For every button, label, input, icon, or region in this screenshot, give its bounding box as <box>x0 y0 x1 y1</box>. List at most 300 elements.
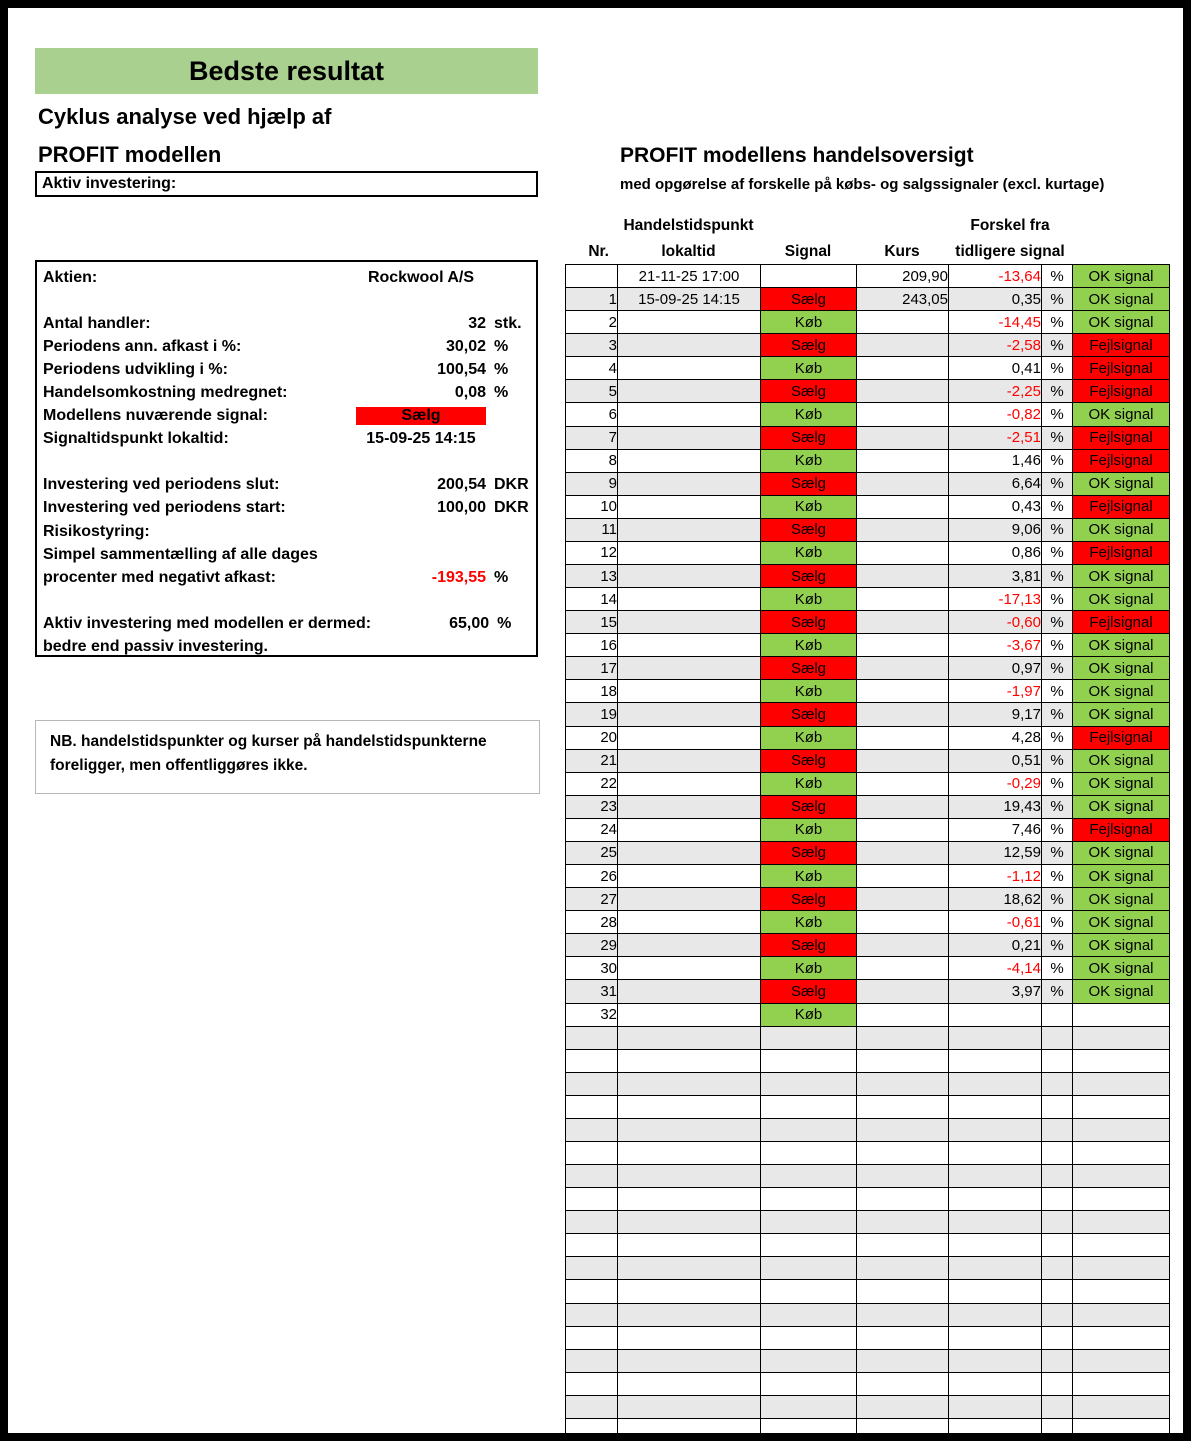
kurs-cell <box>857 1326 949 1349</box>
time-cell: 21-11-25 17:00 <box>618 265 761 288</box>
time-cell <box>618 888 761 911</box>
table-row <box>566 865 1170 888</box>
kurs-cell <box>857 588 949 611</box>
stat-row <box>43 266 528 289</box>
stat-row <box>43 312 528 335</box>
status-cell: OK signal <box>1073 518 1170 541</box>
table-row <box>566 1372 1170 1395</box>
signal-cell: Sælg <box>761 703 857 726</box>
stat-row <box>43 612 528 635</box>
status-cell: Fejlsignal <box>1073 449 1170 472</box>
stat-label: Aktiv investering med modellen er dermed: <box>43 614 372 632</box>
status-cell <box>1073 1303 1170 1326</box>
signal-cell <box>761 1026 857 1049</box>
status-cell <box>1073 1095 1170 1118</box>
nr-cell <box>566 1326 618 1349</box>
stat-value: Sælg <box>356 407 486 425</box>
nr-cell: 17 <box>566 657 618 680</box>
table-row <box>566 449 1170 472</box>
signal-cell: Køb <box>761 1003 857 1026</box>
status-cell <box>1073 1049 1170 1072</box>
percent-cell: % <box>1042 841 1073 864</box>
table-row <box>566 1395 1170 1418</box>
header-group-row <box>565 211 1169 237</box>
signal-cell: Sælg <box>761 657 857 680</box>
percent-cell: % <box>1042 888 1073 911</box>
signal-cell <box>761 1165 857 1188</box>
status-cell: OK signal <box>1073 888 1170 911</box>
diff-cell: 3,97 <box>949 980 1042 1003</box>
signal-cell <box>761 1349 857 1372</box>
table-row <box>566 1049 1170 1072</box>
nr-cell: 19 <box>566 703 618 726</box>
table-row <box>566 1234 1170 1257</box>
time-cell <box>618 1165 761 1188</box>
table-row <box>566 749 1170 772</box>
table-row <box>566 680 1170 703</box>
diff-cell: 0,41 <box>949 357 1042 380</box>
table-row <box>566 380 1170 403</box>
model-stats-box <box>35 260 538 657</box>
nr-cell: 2 <box>566 311 618 334</box>
time-cell <box>618 657 761 680</box>
status-cell <box>1073 1395 1170 1418</box>
time-cell <box>618 865 761 888</box>
percent-cell <box>1042 1418 1073 1441</box>
signal-cell: Køb <box>761 911 857 934</box>
diff-cell: 0,21 <box>949 934 1042 957</box>
time-cell <box>618 1418 761 1441</box>
nr-cell: 7 <box>566 426 618 449</box>
status-cell: Fejlsignal <box>1073 495 1170 518</box>
stat-value: 100,54 <box>437 360 486 378</box>
percent-cell: % <box>1042 680 1073 703</box>
signal-cell <box>761 1211 857 1234</box>
diff-cell <box>949 1349 1042 1372</box>
stat-unit: % <box>494 568 509 586</box>
kurs-cell <box>857 565 949 588</box>
best-result-banner-text: Bedste resultat <box>188 55 385 86</box>
stat-row <box>43 381 528 404</box>
stat-label: Handelsomkostning medregnet: <box>43 384 288 402</box>
kurs-cell <box>857 357 949 380</box>
diff-cell: -1,12 <box>949 865 1042 888</box>
nr-cell <box>566 1118 618 1141</box>
nr-cell <box>566 1072 618 1095</box>
table-row <box>566 1003 1170 1026</box>
signal-cell: Sælg <box>761 565 857 588</box>
signal-cell: Køb <box>761 588 857 611</box>
diff-cell: -14,45 <box>949 311 1042 334</box>
signal-cell: Sælg <box>761 795 857 818</box>
kurs-cell <box>857 1095 949 1118</box>
diff-cell: 19,43 <box>949 795 1042 818</box>
nr-cell: 6 <box>566 403 618 426</box>
stat-label: procenter med negativt afkast: <box>43 568 276 586</box>
nr-cell: 24 <box>566 818 618 841</box>
stat-label: Periodens udvikling i %: <box>43 360 228 378</box>
diff-cell <box>949 1118 1042 1141</box>
status-cell <box>1073 1326 1170 1349</box>
percent-cell: % <box>1042 311 1073 334</box>
time-cell <box>618 1372 761 1395</box>
table-row <box>566 703 1170 726</box>
kurs-cell <box>857 726 949 749</box>
signal-cell: Sælg <box>761 841 857 864</box>
status-cell: OK signal <box>1073 472 1170 495</box>
kurs-cell <box>857 1211 949 1234</box>
table-row <box>566 541 1170 564</box>
nr-cell: 29 <box>566 934 618 957</box>
kurs-cell <box>857 1395 949 1418</box>
status-cell <box>1073 1118 1170 1141</box>
stat-row <box>43 358 528 381</box>
time-cell <box>618 1026 761 1049</box>
kurs-cell <box>857 911 949 934</box>
percent-cell <box>1042 1349 1073 1372</box>
stat-unit: % <box>494 384 509 402</box>
signal-cell: Køb <box>761 403 857 426</box>
status-cell: OK signal <box>1073 680 1170 703</box>
kurs-cell <box>857 1280 949 1303</box>
status-cell: Fejlsignal <box>1073 357 1170 380</box>
table-row <box>566 1026 1170 1049</box>
table-row <box>566 726 1170 749</box>
diff-cell <box>949 1395 1042 1418</box>
time-cell <box>618 1003 761 1026</box>
kurs-cell <box>857 1188 949 1211</box>
nr-cell <box>566 1303 618 1326</box>
percent-cell: % <box>1042 380 1073 403</box>
percent-cell: % <box>1042 795 1073 818</box>
percent-cell <box>1042 1395 1073 1418</box>
kurs-cell <box>857 1372 949 1395</box>
signal-cell: Sælg <box>761 518 857 541</box>
percent-cell <box>1042 1257 1073 1280</box>
diff-cell: 9,06 <box>949 518 1042 541</box>
stat-label: Aktien: <box>43 268 98 286</box>
time-cell <box>618 495 761 518</box>
percent-cell <box>1042 1165 1073 1188</box>
signal-cell <box>761 1072 857 1095</box>
kurs-cell <box>857 657 949 680</box>
diff-cell: 7,46 <box>949 818 1042 841</box>
diff-cell: -3,67 <box>949 634 1042 657</box>
signal-cell <box>761 1188 857 1211</box>
time-cell <box>618 1118 761 1141</box>
signal-cell <box>761 1049 857 1072</box>
kurs-cell <box>857 518 949 541</box>
time-cell <box>618 1280 761 1303</box>
kurs-cell <box>857 1003 949 1026</box>
nr-cell <box>566 1257 618 1280</box>
percent-cell <box>1042 1372 1073 1395</box>
diff-cell: -2,25 <box>949 380 1042 403</box>
status-cell <box>1073 1026 1170 1049</box>
signal-cell: Køb <box>761 311 857 334</box>
status-cell: OK signal <box>1073 980 1170 1003</box>
kurs-cell <box>857 980 949 1003</box>
kurs-cell <box>857 957 949 980</box>
kurs-cell <box>857 865 949 888</box>
percent-cell: % <box>1042 657 1073 680</box>
nr-cell: 27 <box>566 888 618 911</box>
stat-value: 200,54 <box>437 476 486 494</box>
signal-cell: Køb <box>761 865 857 888</box>
nr-cell <box>566 1095 618 1118</box>
time-cell <box>618 311 761 334</box>
status-cell: Fejlsignal <box>1073 541 1170 564</box>
percent-cell: % <box>1042 265 1073 288</box>
percent-cell: % <box>1042 588 1073 611</box>
status-cell <box>1073 1165 1170 1188</box>
stat-value: 65,00 <box>449 614 490 632</box>
kurs-cell <box>857 1303 949 1326</box>
kurs-cell <box>857 1349 949 1372</box>
percent-cell: % <box>1042 541 1073 564</box>
diff-cell: -0,29 <box>949 772 1042 795</box>
status-cell: OK signal <box>1073 565 1170 588</box>
table-row <box>566 1165 1170 1188</box>
status-cell <box>1073 1418 1170 1441</box>
time-cell <box>618 1349 761 1372</box>
stat-label: Signaltidspunkt lokaltid: <box>43 430 229 448</box>
time-cell <box>618 680 761 703</box>
signal-cell <box>761 265 857 288</box>
status-cell: Fejlsignal <box>1073 380 1170 403</box>
time-cell <box>618 403 761 426</box>
percent-cell: % <box>1042 334 1073 357</box>
status-cell <box>1073 1280 1170 1303</box>
nr-cell: 25 <box>566 841 618 864</box>
percent-cell <box>1042 1095 1073 1118</box>
status-cell <box>1073 1188 1170 1211</box>
signal-cell: Sælg <box>761 611 857 634</box>
kurs-cell <box>857 1257 949 1280</box>
diff-cell <box>949 1303 1042 1326</box>
status-cell: OK signal <box>1073 749 1170 772</box>
nr-cell: 15 <box>566 611 618 634</box>
signal-cell: Sælg <box>761 472 857 495</box>
time-cell <box>618 472 761 495</box>
kurs-cell <box>857 680 949 703</box>
stat-row <box>43 566 528 589</box>
percent-cell <box>1042 1049 1073 1072</box>
table-row <box>566 1211 1170 1234</box>
table-row <box>566 911 1170 934</box>
stat-unit: stk. <box>494 314 522 332</box>
status-cell: OK signal <box>1073 911 1170 934</box>
diff-cell: -2,51 <box>949 426 1042 449</box>
stat-unit: DKR <box>494 499 529 517</box>
time-cell <box>618 980 761 1003</box>
status-cell: OK signal <box>1073 795 1170 818</box>
header-tidligere-signal: tidligere signal <box>955 243 1065 260</box>
percent-cell: % <box>1042 818 1073 841</box>
header-handelstidspunkt: Handelstidspunkt <box>623 217 754 234</box>
table-row <box>566 1257 1170 1280</box>
time-cell <box>618 588 761 611</box>
table-row <box>566 1188 1170 1211</box>
stat-row <box>43 520 528 543</box>
kurs-cell <box>857 611 949 634</box>
diff-cell: 0,35 <box>949 288 1042 311</box>
stat-label: Investering ved periodens start: <box>43 499 286 517</box>
header-nr: Nr. <box>588 243 609 260</box>
percent-cell: % <box>1042 634 1073 657</box>
time-cell <box>618 634 761 657</box>
nr-cell <box>566 265 618 288</box>
kurs-cell <box>857 818 949 841</box>
table-row <box>566 588 1170 611</box>
status-cell: Fejlsignal <box>1073 334 1170 357</box>
diff-cell: 4,28 <box>949 726 1042 749</box>
diff-cell <box>949 1372 1042 1395</box>
percent-cell <box>1042 1188 1073 1211</box>
percent-cell: % <box>1042 426 1073 449</box>
kurs-cell <box>857 841 949 864</box>
percent-cell: % <box>1042 934 1073 957</box>
nr-cell: 9 <box>566 472 618 495</box>
diff-cell <box>949 1257 1042 1280</box>
status-cell: OK signal <box>1073 288 1170 311</box>
nr-cell: 13 <box>566 565 618 588</box>
percent-cell: % <box>1042 726 1073 749</box>
time-cell <box>618 1188 761 1211</box>
kurs-cell <box>857 1165 949 1188</box>
percent-cell: % <box>1042 518 1073 541</box>
stat-value: -193,55 <box>431 568 486 586</box>
kurs-cell <box>857 1026 949 1049</box>
kurs-cell <box>857 380 949 403</box>
nr-cell: 10 <box>566 495 618 518</box>
kurs-cell <box>857 403 949 426</box>
time-cell <box>618 795 761 818</box>
percent-cell: % <box>1042 288 1073 311</box>
percent-cell <box>1042 1326 1073 1349</box>
nr-cell: 1 <box>566 288 618 311</box>
signal-cell: Køb <box>761 957 857 980</box>
percent-cell: % <box>1042 565 1073 588</box>
diff-cell <box>949 1095 1042 1118</box>
table-row <box>566 518 1170 541</box>
status-cell: Fejlsignal <box>1073 611 1170 634</box>
header-signal: Signal <box>784 243 832 260</box>
diff-cell <box>949 1003 1042 1026</box>
time-cell <box>618 334 761 357</box>
diff-cell: 9,17 <box>949 703 1042 726</box>
table-row <box>566 357 1170 380</box>
percent-cell <box>1042 1211 1073 1234</box>
status-cell: OK signal <box>1073 865 1170 888</box>
diff-cell: -0,60 <box>949 611 1042 634</box>
trades-subtitle: med opgørelse af forskelle på købs- og salgssignaler (excl. kurtage) <box>620 176 1105 193</box>
table-row <box>566 1141 1170 1164</box>
stat-row <box>43 474 528 497</box>
table-row <box>566 1118 1170 1141</box>
diff-cell: 6,64 <box>949 472 1042 495</box>
time-cell: 15-09-25 14:15 <box>618 288 761 311</box>
signal-cell: Sælg <box>761 980 857 1003</box>
header-forskel-fra: Forskel fra <box>970 217 1050 234</box>
signal-cell: Sælg <box>761 749 857 772</box>
time-cell <box>618 1095 761 1118</box>
table-row <box>566 495 1170 518</box>
table-row <box>566 403 1170 426</box>
best-result-banner <box>35 48 538 94</box>
stat-unit: DKR <box>494 476 529 494</box>
kurs-cell <box>857 311 949 334</box>
nr-cell <box>566 1026 618 1049</box>
diff-cell <box>949 1072 1042 1095</box>
time-cell <box>618 726 761 749</box>
trades-title: PROFIT modellens handelsoversigt <box>620 144 974 167</box>
nr-cell <box>566 1165 618 1188</box>
stat-unit: % <box>494 360 509 378</box>
percent-cell <box>1042 1280 1073 1303</box>
percent-cell <box>1042 1234 1073 1257</box>
stat-row <box>43 589 528 612</box>
status-cell <box>1073 1257 1170 1280</box>
signal-cell: Sælg <box>761 334 857 357</box>
status-cell: OK signal <box>1073 703 1170 726</box>
nr-cell: 26 <box>566 865 618 888</box>
diff-cell: 12,59 <box>949 841 1042 864</box>
percent-cell: % <box>1042 403 1073 426</box>
stat-label: bedre end passiv investering. <box>43 638 268 656</box>
kurs-cell <box>857 772 949 795</box>
status-cell: OK signal <box>1073 841 1170 864</box>
time-cell <box>618 1072 761 1095</box>
stat-row <box>43 636 528 659</box>
percent-cell: % <box>1042 980 1073 1003</box>
nr-cell: 18 <box>566 680 618 703</box>
percent-cell: % <box>1042 957 1073 980</box>
stat-row <box>43 497 528 520</box>
time-cell <box>618 1234 761 1257</box>
time-cell <box>618 518 761 541</box>
signal-cell <box>761 1395 857 1418</box>
signal-cell <box>761 1303 857 1326</box>
table-row <box>566 611 1170 634</box>
signal-cell: Sælg <box>761 888 857 911</box>
kurs-cell <box>857 495 949 518</box>
header-kurs: Kurs <box>884 243 920 260</box>
stat-label: Modellens nuværende signal: <box>43 407 268 425</box>
diff-cell: -2,58 <box>949 334 1042 357</box>
kurs-cell <box>857 1418 949 1441</box>
percent-cell: % <box>1042 495 1073 518</box>
time-cell <box>618 749 761 772</box>
kurs-cell <box>857 888 949 911</box>
nr-cell: 8 <box>566 449 618 472</box>
table-row <box>566 934 1170 957</box>
percent-cell <box>1042 1141 1073 1164</box>
time-cell <box>618 841 761 864</box>
percent-cell: % <box>1042 749 1073 772</box>
status-cell <box>1073 1349 1170 1372</box>
diff-cell: 18,62 <box>949 888 1042 911</box>
percent-cell: % <box>1042 472 1073 495</box>
signal-cell: Sælg <box>761 380 857 403</box>
nr-cell: 20 <box>566 726 618 749</box>
table-row <box>566 1349 1170 1372</box>
nr-cell: 28 <box>566 911 618 934</box>
kurs-cell: 209,90 <box>857 265 949 288</box>
percent-cell: % <box>1042 703 1073 726</box>
stat-value: 0,08 <box>454 384 486 402</box>
kurs-cell <box>857 749 949 772</box>
